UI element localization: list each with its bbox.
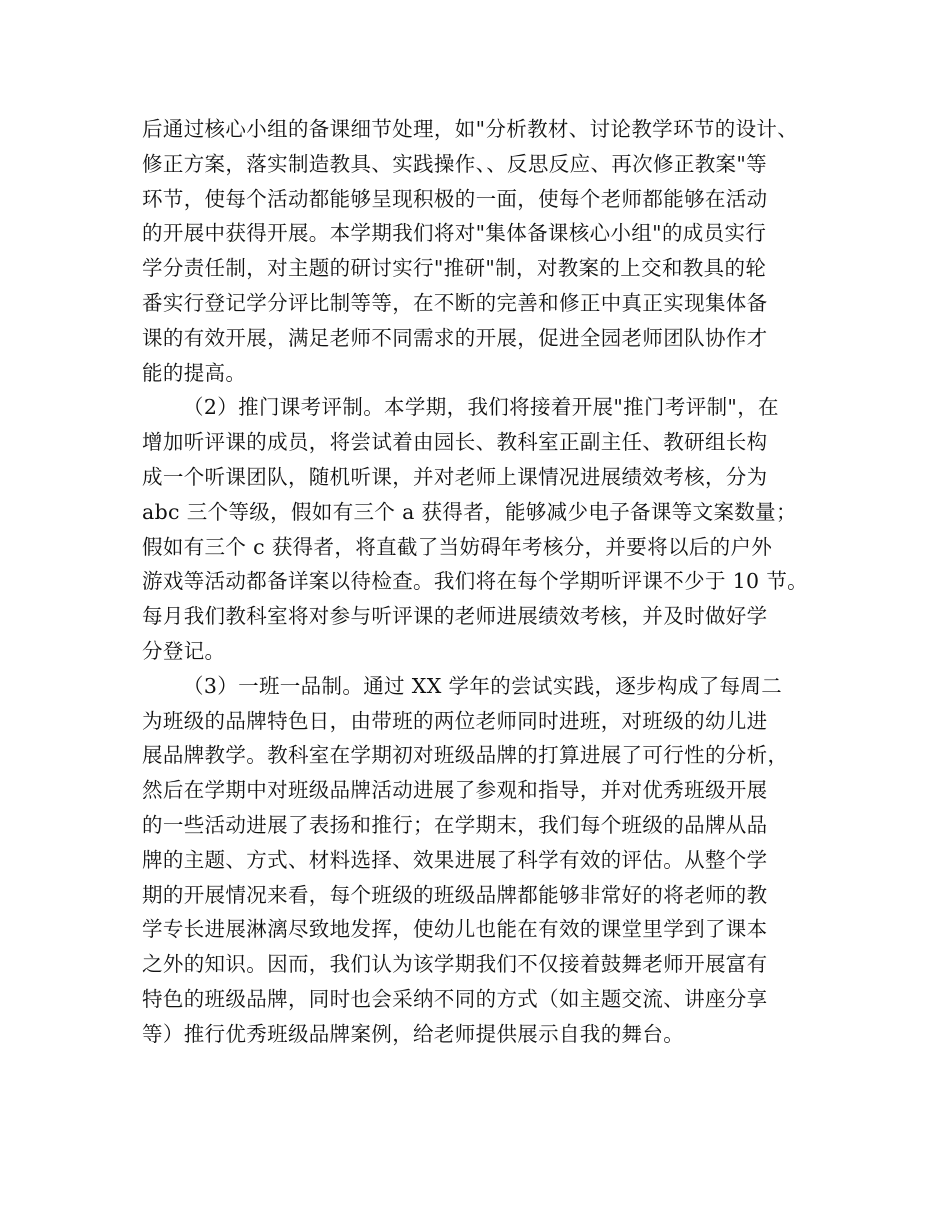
text-line: 修正方案，落实制造教具、实践操作、、反思反应、再次修正教案"等	[142, 151, 768, 176]
text-line: 能的提高。	[142, 360, 247, 385]
text-line: 环节，使每个活动都能够呈现积极的一面，使每个老师都能够在活动	[142, 186, 768, 211]
text-line: abc 三个等级，假如有三个 a 获得者，能够减少电子备课等文案数量；	[142, 499, 797, 524]
paragraph-3-start-line: （3）一班一品制。通过 XX 学年的尝试实践，逐步构成了每周二	[183, 673, 783, 698]
text-line: 假如有三个 c 获得者，将直截了当妨碍年考核分，并要将以后的户外	[142, 534, 773, 559]
text-line: 的一些活动进展了表扬和推行；在学期末，我们每个班级的品牌从品	[142, 812, 768, 837]
text-line: 游戏等活动都备详案以待检查。我们将在每个学期听评课不少于 10 节。	[142, 569, 809, 594]
text-line: 为班级的品牌特色日，由带班的两位老师同时进班，对班级的幼儿进	[142, 708, 768, 733]
text-line: 展品牌教学。教科室在学期初对班级品牌的打算进展了可行性的分析，	[142, 743, 789, 768]
text-line: 期的开展情况来看，每个班级的班级品牌都能够非常好的将老师的教	[142, 882, 768, 907]
document-body	[142, 112, 822, 1052]
text-line: 学专长进展淋漓尽致地发挥，使幼儿也能在有效的课堂里学到了课本	[142, 917, 768, 942]
text-line: 特色的班级品牌，同时也会采纳不同的方式（如主题交流、讲座分享	[142, 986, 768, 1011]
text-line: 然后在学期中对班级品牌活动进展了参观和指导，并对优秀班级开展	[142, 778, 768, 803]
text-line: 的开展中获得开展。本学期我们将对"集体备课核心小组"的成员实行	[142, 221, 767, 246]
text-line: 学分责任制，对主题的研讨实行"推研"制，对教案的上交和教具的轮	[142, 256, 767, 281]
text-line: 番实行登记学分评比制等等，在不断的完善和修正中真正实现集体备	[142, 290, 768, 315]
paragraph-2-start-line: （2）推门课考评制。本学期，我们将接着开展"推门考评制"，在	[183, 395, 779, 420]
text-line: 等）推行优秀班级品牌案例，给老师提供展示自我的舞台。	[142, 1021, 685, 1046]
text-line: 每月我们教科室将对参与听评课的老师进展绩效考核，并及时做好学	[142, 604, 768, 629]
text-line: 分登记。	[142, 638, 226, 663]
text-line: 之外的知识。因而，我们认为该学期我们不仅接着鼓舞老师开展富有	[142, 952, 768, 977]
text-line: 成一个听课团队，随机听课，并对老师上课情况进展绩效考核，分为	[142, 464, 768, 489]
text-line: 课的有效开展，满足老师不同需求的开展，促进全园老师团队协作才	[142, 325, 768, 350]
text-line: 后通过核心小组的备课细节处理，如"分析教材、讨论教学环节的设计、	[142, 117, 799, 141]
text-line: 增加听评课的成员，将尝试着由园长、教科室正副主任、教研组长构	[142, 430, 768, 455]
text-line: 牌的主题、方式、材料选择、效果进展了科学有效的评估。从整个学	[142, 847, 768, 872]
